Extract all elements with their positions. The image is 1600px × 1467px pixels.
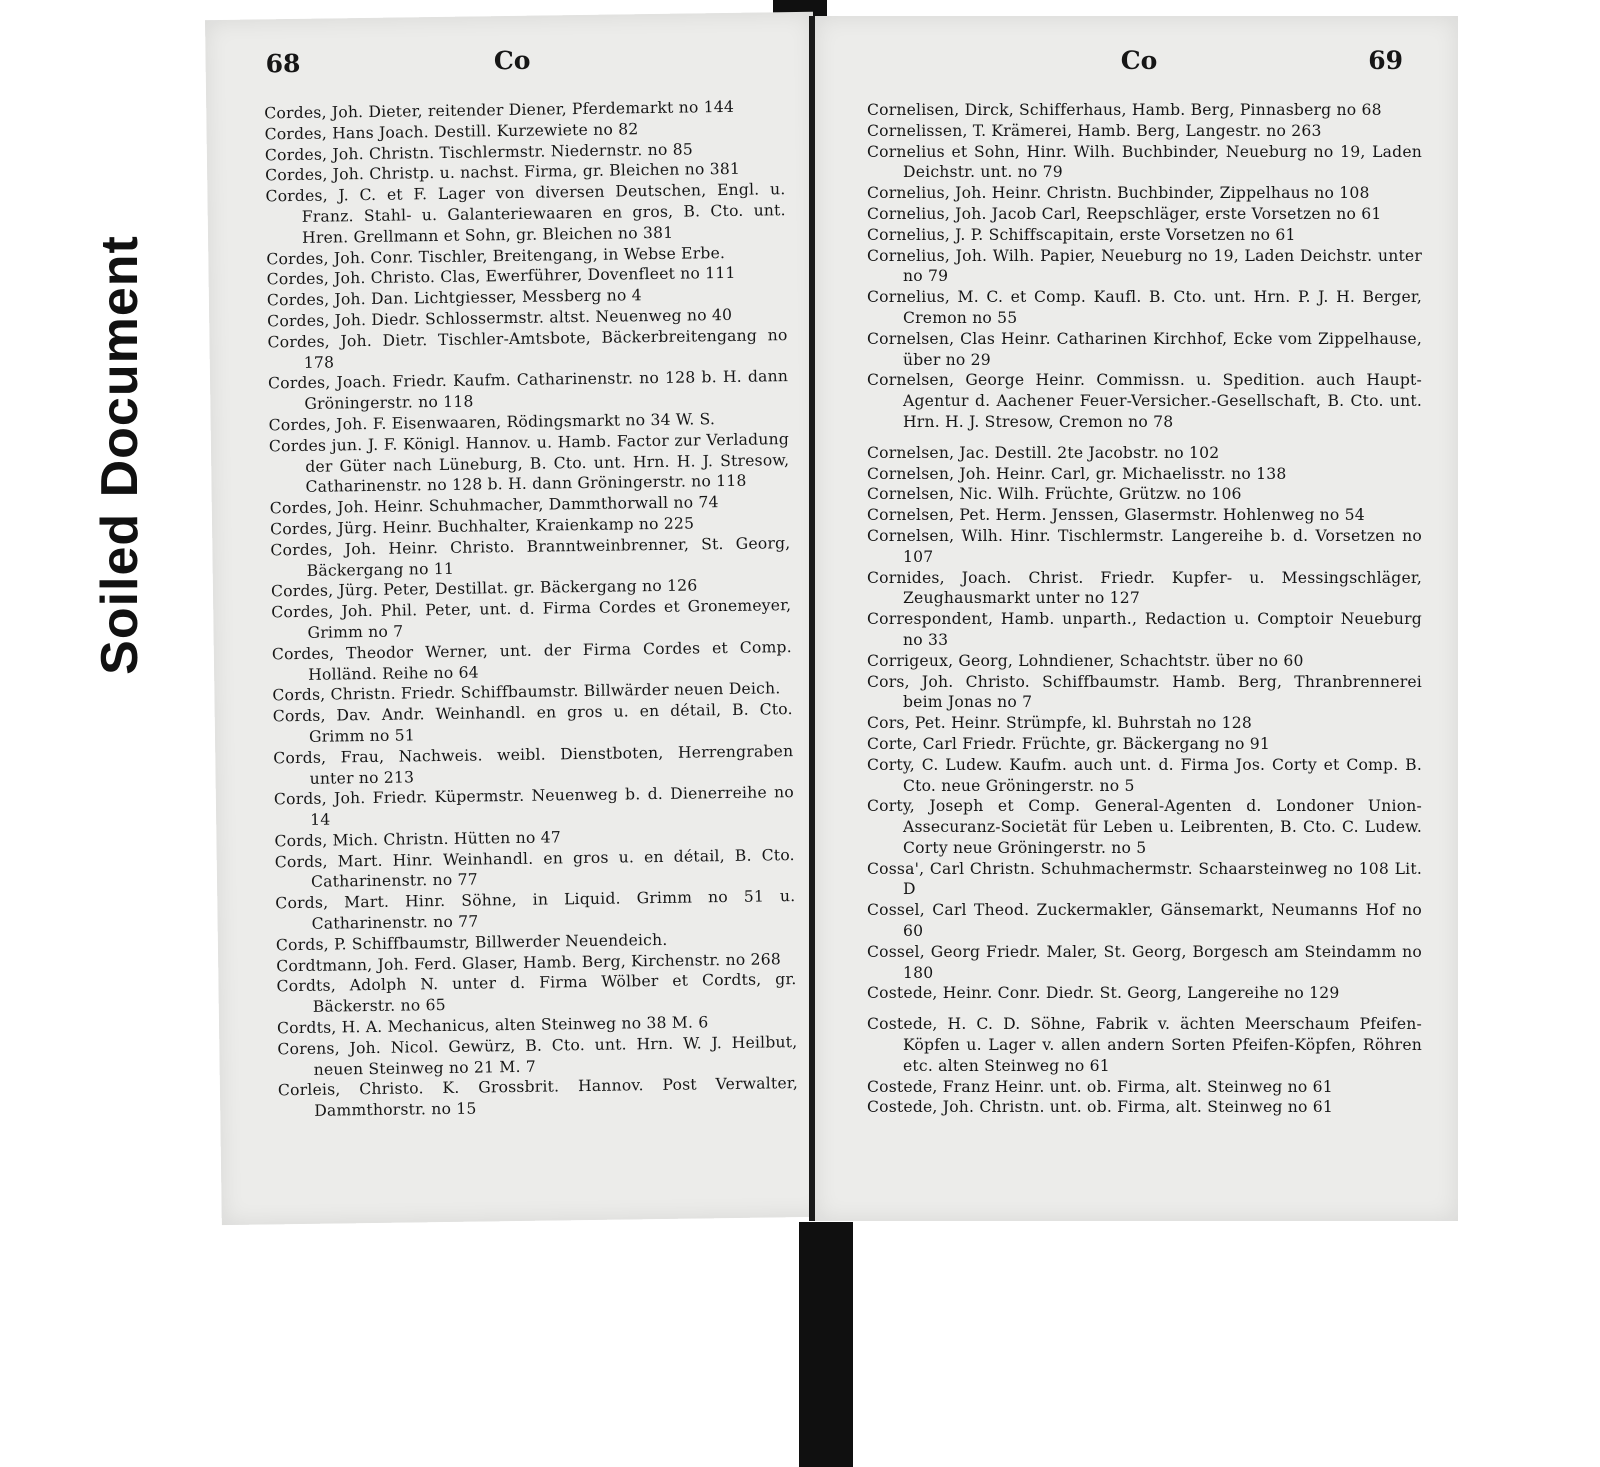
directory-entry: Cornelius, J. P. Schiffscapitain, erste Vorsetzen no 61	[867, 225, 1296, 244]
directory-entry: Cordes, Joach. Friedr. Kaufm. Catharinenstr. no 128 b. H. dann Gröningerstr. no 118	[267, 367, 789, 414]
stamp-text: Soiled Document	[91, 235, 149, 675]
directory-entry: Cordes, Joh. Conr. Tischler, Breitengang, in Webse Erbe.	[266, 243, 726, 268]
left-entries-list	[264, 96, 798, 1122]
directory-entry: Cordes, Joh. Heinr. Schuhmacher, Dammthorwall no 74	[269, 493, 719, 518]
right-page-number: 69	[1368, 46, 1403, 75]
directory-entry: Cordes, J. C. et F. Lager von diversen Deutschen, Engl. u. Franz. Stahl- u. Galanteriewaaren en gros, B. Cto. unt. Hren. Grellmann et Sohn, gr. Bleichen no 381	[265, 180, 786, 247]
directory-entry: Corrigeux, Georg, Lohndiener, Schachtstr. über no 60	[867, 651, 1304, 670]
directory-entry: Cornelius, M. C. et Comp. Kaufl. B. Cto. unt. Hrn. P. J. H. Berger, Cremon no 55	[867, 288, 1422, 327]
directory-entry: Cordes, Joh. Dan. Lichtgiesser, Messberg no 4	[266, 286, 642, 310]
directory-entry: Cordes, Joh. Heinr. Christo. Branntweinbrenner, St. Georg, Bäckergang no 11	[270, 533, 791, 580]
soiled-document-stamp	[40, 100, 200, 675]
directory-entry: Cordes, Joh. Phil. Peter, unt. d. Firma Cordes et Gronemeyer, Grimm no 7	[271, 596, 792, 642]
left-page-number: 68	[265, 48, 301, 79]
directory-entry: Cornelsen, Joh. Heinr. Carl, gr. Michaelisstr. no 138	[867, 464, 1287, 483]
directory-entry: Cordes, Joh. Christp. u. nachst. Firma, gr. Bleichen no 381	[265, 160, 741, 185]
directory-entry: Cornelsen, Pet. Herm. Jenssen, Glasermstr. Hohlenweg no 54	[867, 506, 1365, 525]
directory-entry: Cordes, Joh. F. Eisenwaaren, Rödingsmarkt no 34 W. S.	[268, 410, 716, 435]
directory-entry: Cornelsen, Nic. Wilh. Früchte, Grützw. no 106	[867, 485, 1242, 504]
directory-entry: Costede, Joh. Christn. unt. ob. Firma, alt. Steinweg no 61	[867, 1098, 1334, 1117]
directory-entry: Cordtmann, Joh. Ferd. Glaser, Hamb. Berg, Kirchenstr. no 268	[276, 949, 782, 976]
directory-entry: Corens, Joh. Nicol. Gewürz, B. Cto. unt. Hrn. W. J. Heilbut, neuen Steinweg no 21 M. 7	[277, 1032, 798, 1079]
directory-entry: Costede, Heinr. Conr. Diedr. St. Georg, Langereihe no 129	[867, 984, 1340, 1003]
directory-entry: Cordts, H. A. Mechanicus, alten Steinweg no 38 M. 6	[276, 1013, 709, 1038]
directory-entry: Cordes jun. J. F. Königl. Hannov. u. Hamb. Factor zur Verladung der Güter nach Lüneburg, B. Cto. unt. Hrn. H. J. Stresow, Catharinenstr. no 128 b. H. dann Gröningerstr. no 118	[268, 429, 790, 497]
directory-entry: Cornelissen, T. Krämerei, Hamb. Berg, Langestr. no 263	[867, 121, 1322, 140]
directory-entry: Cordes, Joh. Dietr. Tischler-Amtsbote, Bäckerbreitengang no 178	[267, 325, 788, 372]
directory-entry: Correspondent, Hamb. unparth., Redaction u. Comptoir Neueburg no 33	[867, 610, 1422, 649]
left-page-header	[265, 43, 759, 96]
right-page	[815, 16, 1458, 1221]
directory-entry: Corleis, Christo. K. Grossbrit. Hannov. Post Verwalter, Dammthorstr. no 15	[277, 1074, 799, 1121]
directory-entry: Cornelsen, Wilh. Hinr. Tischlermstr. Langereihe b. d. Vorsetzen no 107	[867, 526, 1422, 566]
open-book	[205, 16, 1458, 1221]
directory-entry: Cornelsen, Clas Heinr. Catharinen Kirchhof, Ecke vom Zippelhause, über no 29	[867, 329, 1422, 369]
directory-entry: Corty, Joseph et Comp. General-Agenten d. Londoner Union-Assecuranz-Societät für Leben u. Leibrenten, B. Cto. C. Ludew. Corty neue Gröningerstr. no 5	[867, 797, 1422, 857]
binding-strip-bottom	[799, 1222, 853, 1467]
directory-entry: Cossel, Georg Friedr. Maler, St. Georg, Borgesch am Steindamm no 180	[867, 942, 1422, 982]
directory-entry: Cornelius et Sohn, Hinr. Wilh. Buchbinder, Neueburg no 19, Laden Deichstr. unt. no 79	[867, 142, 1422, 182]
directory-entry: Cords, P. Schiffbaumstr, Billwerder Neuendeich.	[275, 930, 668, 955]
directory-entry: Cords, Joh. Friedr. Küpermstr. Neuenweg b. d. Dienerreihe no 14	[273, 783, 794, 829]
directory-entry: Cornelsen, George Heinr. Commissn. u. Spedition. auch Haupt-Agentur d. Aachener Feuer-Versicher.-Gesellschaft, B. Cto. unt. Hrn. H. J. Stresow, Cremon no 78	[867, 371, 1422, 431]
right-page-header	[875, 46, 1403, 92]
directory-entry: Cordes, Joh. Dieter, reitender Diener, Pferdemarkt no 144	[264, 97, 735, 123]
directory-entry: Costede, H. C. D. Söhne, Fabrik v. ächten Meerschaum Pfeifen-Köpfen u. Lager v. allen andern Sorten Pfeifen-Köpfen, Röhren etc. alten Steinweg no 61	[867, 1015, 1422, 1075]
directory-entry: Cornelius, Joh. Jacob Carl, Reepschläger, erste Vorsetzen no 61	[867, 204, 1382, 223]
directory-entry: Cossel, Carl Theod. Zuckermakler, Gänsemarkt, Neumanns Hof no 60	[867, 901, 1422, 941]
left-page	[205, 12, 830, 1225]
directory-entry: Costede, Franz Heinr. unt. ob. Firma, alt. Steinweg no 61	[867, 1077, 1333, 1096]
directory-entry: Cornelius, Joh. Heinr. Christn. Buchbinder, Zippelhaus no 108	[867, 184, 1370, 203]
left-running-head: Co	[493, 45, 531, 76]
directory-entry: Corte, Carl Friedr. Früchte, gr. Bäckergang no 91	[867, 734, 1270, 753]
directory-entry: Cordes, Hans Joach. Destill. Kurzewiete no 82	[264, 120, 639, 144]
directory-entry: Cornides, Joach. Christ. Friedr. Kupfer- u. Messingschläger, Zeughausmarkt unter no 127	[867, 568, 1422, 608]
right-running-head: Co	[1120, 46, 1158, 75]
directory-entry: Cordes, Joh. Christn. Tischlermstr. Niedernstr. no 85	[264, 140, 694, 165]
directory-entry: Cords, Mart. Hinr. Weinhandl. en gros u. en détail, B. Cto. Catharinenstr. no 77	[274, 845, 795, 892]
directory-entry: Cornelsen, Jac. Destill. 2te Jacobstr. no 102	[867, 443, 1220, 462]
directory-entry: Cordes, Joh. Christo. Clas, Ewerführer, Dovenfleet no 111	[266, 264, 736, 289]
directory-entry: Cossa', Carl Christn. Schuhmachermstr. Schaarsteinweg no 108 Lit. D	[867, 859, 1422, 899]
directory-entry: Cornelius, Joh. Wilh. Papier, Neueburg no 19, Laden Deichstr. unter no 79	[867, 246, 1422, 286]
directory-entry: Cordes, Jürg. Heinr. Buchhalter, Kraienkamp no 225	[270, 514, 695, 539]
directory-entry: Cords, Christn. Friedr. Schiffbaumstr. Billwärder neuen Deich.	[272, 679, 781, 705]
directory-entry: Cords, Frau, Nachweis. weibl. Dienstboten, Herrengraben unter no 213	[273, 741, 794, 788]
directory-entry: Cornelisen, Dirck, Schifferhaus, Hamb. Berg, Pinnasberg no 68	[867, 101, 1382, 119]
directory-entry: Corty, C. Ludew. Kaufm. auch unt. d. Firma Jos. Corty et Comp. B. Cto. neue Gröningerstr. no 5	[867, 755, 1422, 795]
directory-entry: Cords, Mart. Hinr. Söhne, in Liquid. Grimm no 51 u. Catharinenstr. no 77	[275, 887, 796, 933]
directory-entry: Cordes, Theodor Werner, unt. der Firma Cordes et Comp. Holländ. Reihe no 64	[271, 637, 792, 684]
directory-entry: Cords, Mich. Christn. Hütten no 47	[274, 828, 562, 851]
directory-entry: Cordes, Jürg. Peter, Destillat. gr. Bäckergang no 126	[270, 576, 698, 601]
directory-entry: Cors, Joh. Christo. Schiffbaumstr. Hamb. Berg, Thranbrennerei beim Jonas no 7	[867, 672, 1422, 712]
directory-entry: Cordts, Adolph N. unter d. Firma Wölber et Cordts, gr. Bäckerstr. no 65	[276, 970, 797, 1017]
directory-entry: Cors, Pet. Heinr. Strümpfe, kl. Buhrstah no 128	[867, 714, 1252, 733]
right-entries-list	[867, 100, 1422, 1118]
directory-entry: Cordes, Joh. Diedr. Schlossermstr. altst. Neuenweg no 40	[267, 305, 733, 331]
directory-entry: Cords, Dav. Andr. Weinhandl. en gros u. en détail, B. Cto. Grimm no 51	[272, 700, 793, 746]
